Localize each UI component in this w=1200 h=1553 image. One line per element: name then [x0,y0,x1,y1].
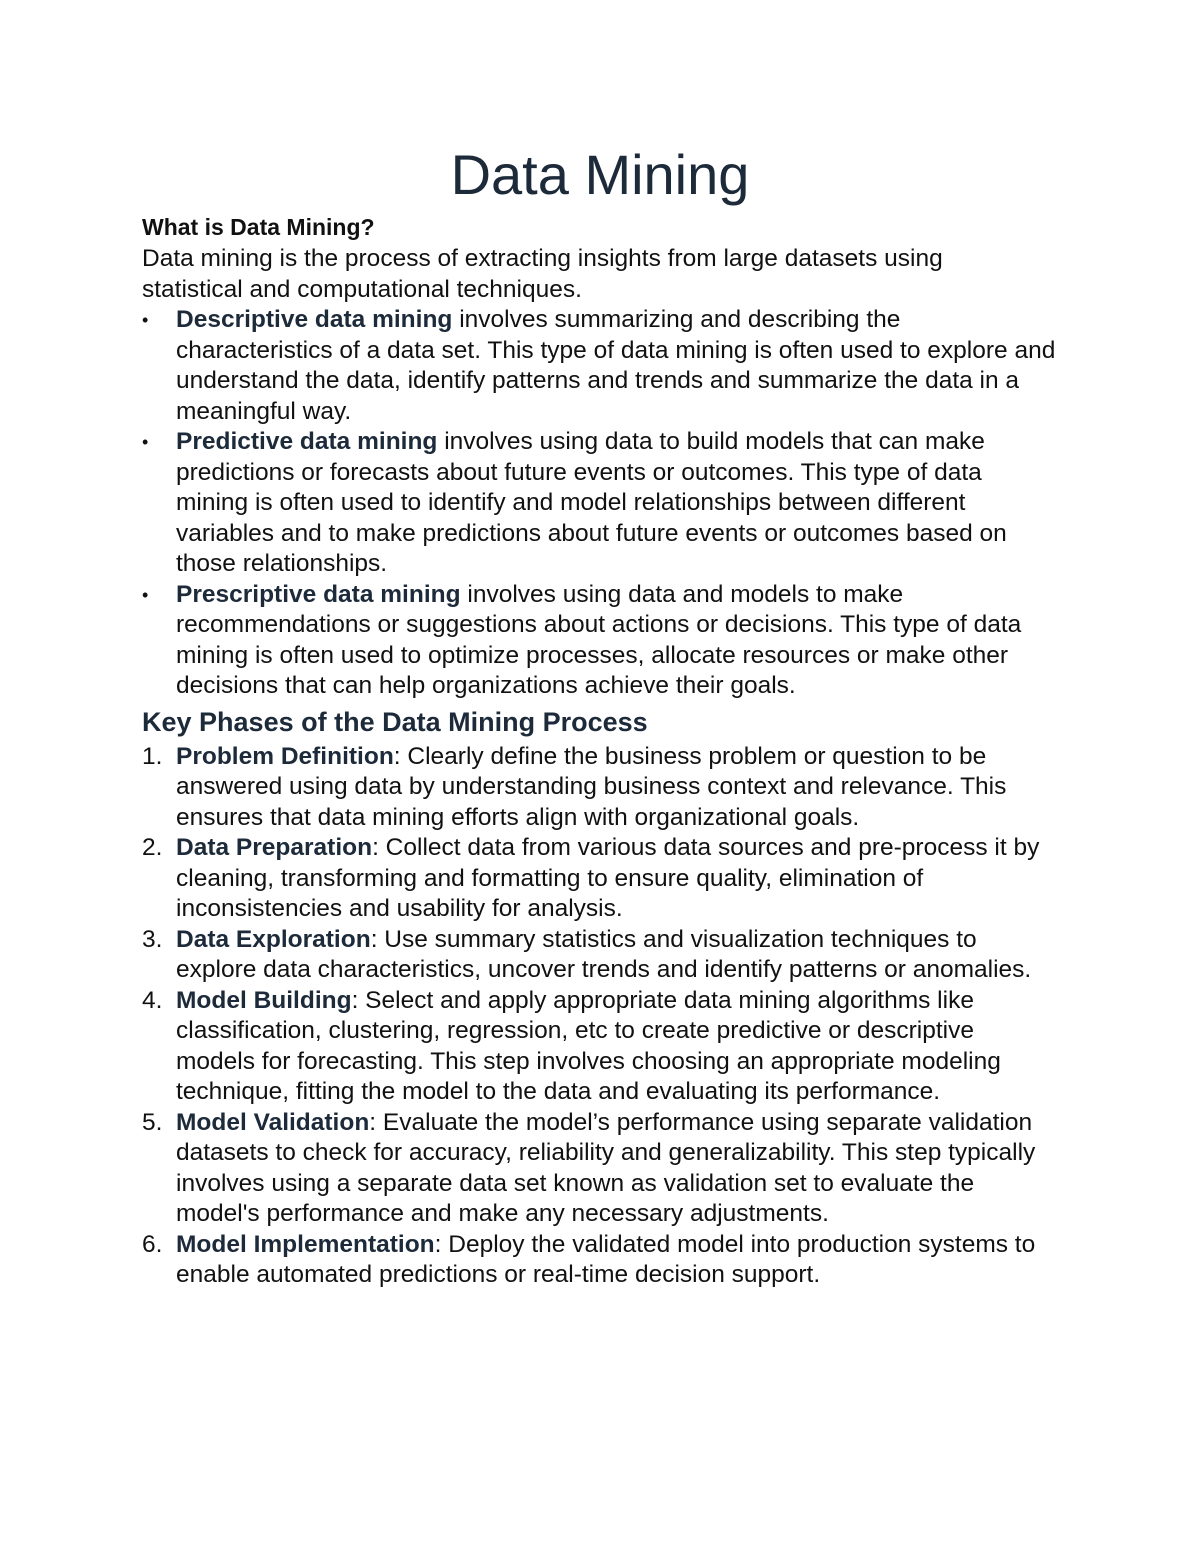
bullet-term: Prescriptive data mining [176,580,461,608]
step-term: Model Building [176,986,352,1014]
step-term: Problem Definition [176,742,394,770]
list-item-predictive [142,427,1056,580]
bullet-text: involves using data and models to make recommendations or suggestions about actions or decisions. This type of data mining is often used to optimize processes, allocate resources or make other decisions that can help organizations achieve their goals. [176,580,1022,699]
document-title: Data Mining [450,143,750,206]
list-item-phase-5 [142,1108,1056,1230]
step-number: 4. [142,986,163,1014]
bullet-marker: • [142,432,149,452]
step-term: Model Validation [176,1108,370,1136]
step-text: : Clearly define the business problem or question to be answered using data by understanding business context and relevance. This ensures that data mining efforts align with organizational goals. [176,742,1007,831]
section-heading-key-phases: Key Phases of the Data Mining Process [142,706,648,737]
step-text: : Collect data from various data sources and pre-process it by cleaning, transforming and formatting to ensure quality, elimination of inconsistencies and usability for analysis. [176,834,1040,922]
section-heading-what-is: What is Data Mining? [142,214,375,240]
step-text: : Use summary statistics and visualization techniques to explore data characteristics, uncover trends and identify patterns or anomalies. [176,925,1032,983]
step-number: 3. [142,925,163,953]
list-item-descriptive [142,305,1056,427]
bullet-marker: • [142,310,149,330]
list-item-phase-6 [142,1230,1056,1291]
step-text: : Select and apply appropriate data mining algorithms like classification, clustering, regression, etc to create predictive or descriptive models for forecasting. This step involves choosing an appropriate modeling technique, fitting the model to the data and evaluating its performance. [176,986,1001,1105]
process-phases-list [142,742,1200,1291]
list-item-phase-4 [142,986,1056,1108]
bullet-text: involves using data to build models that can make predictions or forecasts about future events or outcomes. This type of data mining is often used to identify and model relationships between different variables and to make predictions about future events or outcomes based on those relationships. [176,428,1007,577]
step-number: 5. [142,1108,163,1136]
list-item-phase-1 [142,742,1056,834]
bullet-text: involves summarizing and describing the characteristics of a data set. This type of data mining is often used to explore and understand the data, identify patterns and trends and summarize the data in a meaningful way. [176,306,1056,425]
step-term: Data Preparation [176,834,373,861]
step-text: : Evaluate the model’s performance using separate validation datasets to check for accuracy, reliability and generalizability. This step typically involves using a separate data set known as validation set to evaluate the model's performance and make any necessary adjustments. [176,1108,1036,1227]
list-item-phase-2 [142,833,1056,925]
step-term: Data Exploration [176,925,371,953]
bullet-term: Predictive data mining [176,428,438,455]
intro-paragraph: Data mining is the process of extracting insights from large datasets using statistical and computational techniques. [142,245,943,303]
bullet-marker: • [142,584,149,605]
data-mining-types-list [142,305,1200,702]
list-item-prescriptive [142,580,1056,702]
step-number: 1. [142,742,163,770]
step-term: Model Implementation [176,1230,435,1258]
step-text: : Deploy the validated model into production systems to enable automated predictions or real-time decision support. [176,1230,1036,1288]
bullet-term: Descriptive data mining [176,306,453,333]
step-number: 2. [142,834,163,861]
step-number: 6. [142,1230,163,1258]
list-item-phase-3 [142,925,1056,986]
